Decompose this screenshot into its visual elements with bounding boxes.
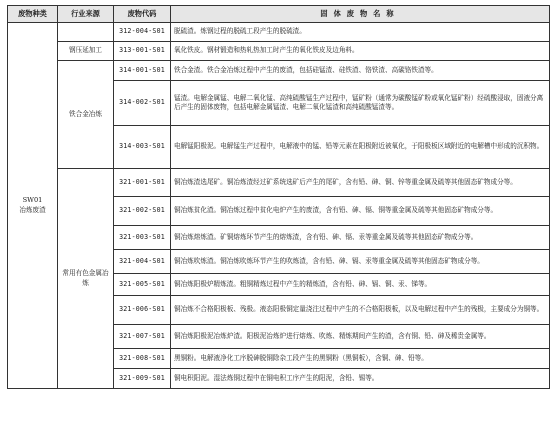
waste-code: 312-004-S01 — [114, 23, 171, 42]
industry-cell: 铁合金冶炼 — [58, 61, 114, 169]
waste-description: 铁合金渣。铁合金冶炼过程中产生的废渣，包括硅锰渣、硅铁渣、铬铁渣、高碳铬铁渣等。 — [171, 61, 550, 81]
waste-code: 321-004-S01 — [114, 250, 171, 274]
waste-description: 铜冶炼吹炼渣。铜冶炼吹炼环节产生的吹炼渣，含有铅、砷、镉、汞等重金属及硫等其他固态矿物成分等。 — [171, 250, 550, 274]
waste-code: 314-001-S01 — [114, 61, 171, 81]
header-industry-source: 行业来源 — [58, 6, 114, 23]
waste-description: 电解锰阳极泥。电解锰生产过程中，电解液中的锰、铅等元素在阳极附近被氧化，于阳极板区域附近的电解槽中形成的沉积物。 — [171, 126, 550, 169]
waste-code: 314-002-S01 — [114, 81, 171, 126]
waste-description: 锰渣。电解金属锰、电解二氧化锰、高纯硫酸锰生产过程中，锰矿粉（通常为碳酸锰矿粉或氧化锰矿粉）经硫酸浸取，固液分离后产生的固体废物，包括电解金属锰渣、电解二氧化锰渣和高纯硫酸锰渣等。 — [171, 81, 550, 126]
header-row — [8, 6, 550, 23]
waste-description: 铜冶炼阳极炉精炼渣。粗铜精炼过程中产生的精炼渣，含有铅、砷、镉、铜、汞、锑等。 — [171, 274, 550, 296]
header-waste-code: 废物代码 — [114, 6, 171, 23]
waste-table — [7, 5, 550, 389]
waste-code: 321-006-S01 — [114, 296, 171, 325]
category-name: 冶炼废渣 — [19, 206, 46, 215]
waste-code: 321-005-S01 — [114, 274, 171, 296]
waste-description: 铜冶炼阳极泥冶炼炉渣。阳极泥冶炼炉进行熔炼、吹炼、精炼期间产生的渣，含有铜、铅、砷及稀贵金属等。 — [171, 325, 550, 349]
waste-description: 铜冶炼贫化渣。铜冶炼过程中贫化电炉产生的废渣，含有铅、砷、镉、铜等重金属及硫等其他固态矿物成分等。 — [171, 197, 550, 226]
table-row — [8, 42, 550, 61]
category-cell — [8, 23, 58, 389]
industry-cell — [58, 23, 114, 42]
category-code: SW01 — [22, 196, 43, 205]
waste-description: 铜冶炼不合格阳极板、残极。液态阳极铜定量浇注过程中产生的不合格阳极板，以及电解过程中产生的残极，主要成分为铜等。 — [171, 296, 550, 325]
industry-cell: 常用有色金属冶炼 — [58, 169, 114, 389]
waste-description: 脱硫渣。炼钢过程的脱硫工段产生的脱硫渣。 — [171, 23, 550, 42]
waste-code: 321-008-S01 — [114, 349, 171, 369]
table-row — [8, 23, 550, 42]
waste-code: 321-009-S01 — [114, 369, 171, 389]
industry-cell: 钢压延加工 — [58, 42, 114, 61]
waste-code: 321-003-S01 — [114, 226, 171, 250]
waste-description: 铜冶炼渣选尾矿。铜冶炼渣经过矿系统选矿后产生的尾矿，含有铅、砷、铜、锌等重金属及硫等其他固态矿物成分等。 — [171, 169, 550, 197]
header-waste-name: 固体废物名称 — [171, 6, 550, 23]
waste-code: 321-002-S01 — [114, 197, 171, 226]
waste-code: 321-007-S01 — [114, 325, 171, 349]
waste-code: 313-001-S01 — [114, 42, 171, 61]
waste-code: 314-003-S01 — [114, 126, 171, 169]
waste-description: 黑铜粉。电解液净化工序脱砷脱铜除杂工段产生的黑铜粉（黑铜板），含铜、砷、铅等。 — [171, 349, 550, 369]
table-row — [8, 61, 550, 81]
table-row — [8, 169, 550, 197]
header-waste-category: 废物种类 — [8, 6, 58, 23]
waste-description: 氧化铁皮。钢材锻造和热轧热加工时产生的氧化铁皮及边角料。 — [171, 42, 550, 61]
waste-description: 铜冶炼熔炼渣。矿铜熔炼环节产生的熔炼渣，含有铅、砷、镉、汞等重金属及硫等其他固态矿物成分等。 — [171, 226, 550, 250]
waste-code: 321-001-S01 — [114, 169, 171, 197]
waste-description: 铜电积阳泥。湿法炼铜过程中在铜电积工序产生的阳泥，含铅、锡等。 — [171, 369, 550, 389]
